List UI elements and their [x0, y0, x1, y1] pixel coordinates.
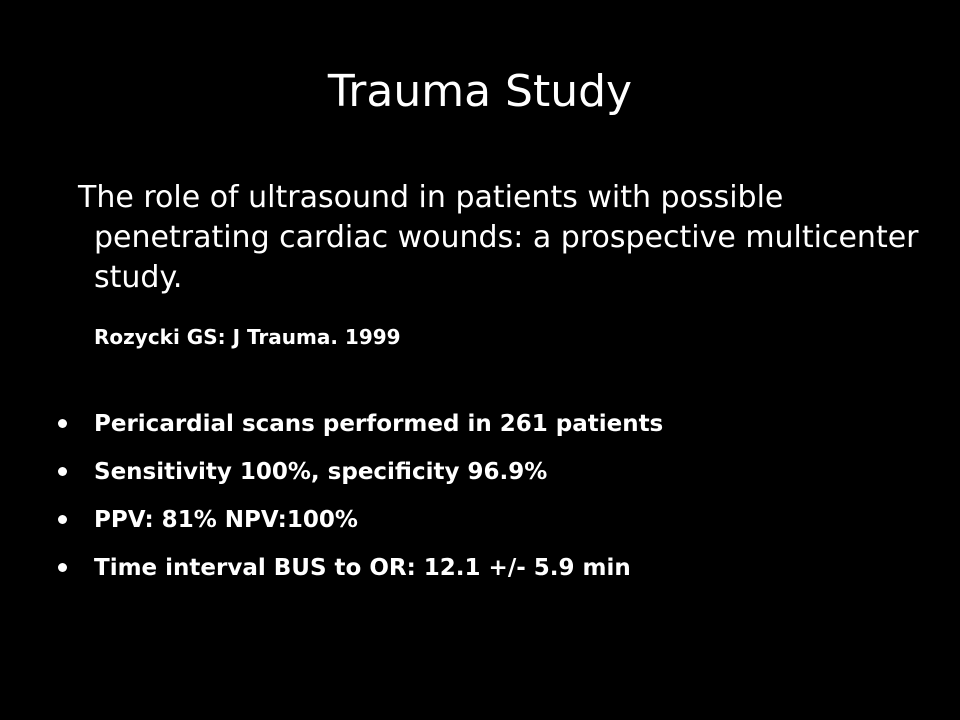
bullet-text: Time interval BUS to OR: 12.1 +/- 5.9 min	[94, 555, 631, 581]
list-item	[56, 402, 916, 450]
findings-list	[56, 402, 916, 594]
study-title-text: The role of ultrasound in patients with possible penetrating cardiac wounds: a prospective multicenter study.	[78, 180, 919, 295]
bullet-icon	[58, 467, 67, 476]
bullet-icon	[58, 563, 67, 572]
bullet-text: Pericardial scans performed in 261 patients	[94, 411, 664, 437]
slide-title: Trauma Study	[327, 66, 633, 117]
bullet-icon	[58, 515, 67, 524]
bullet-text: Sensitivity 100%, specificity 96.9%	[94, 459, 548, 485]
list-item	[56, 546, 916, 594]
list-item	[56, 498, 916, 546]
citation-text: Rozycki GS: J Trauma. 1999	[94, 325, 401, 349]
bullet-text: PPV: 81% NPV:100%	[94, 507, 358, 533]
bullet-icon	[58, 419, 67, 428]
list-item	[56, 450, 916, 498]
